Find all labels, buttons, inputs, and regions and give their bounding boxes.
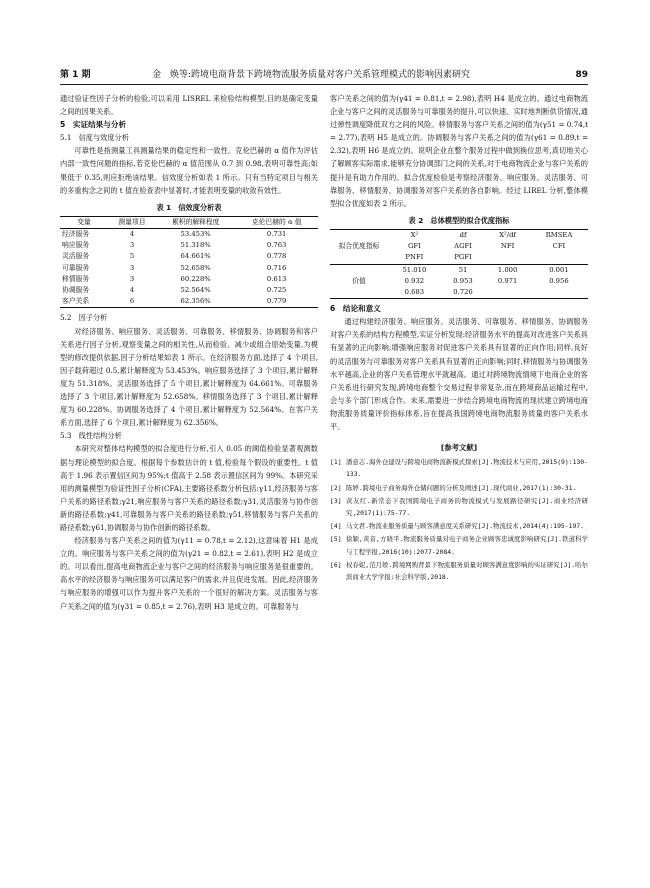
section-6-paragraph: 通过构建经济服务、响应服务、灵活服务、可靠服务、移情服务、协调服务对客户关系的结构方程模型,实证分析发现:经济服务水平的提高对改进客户关系具有显著的正向影响;增强响应服务对促进客户关系具有显著的正向作用;同样,良好的灵活服务与可靠服务对客户关系具有显著的正向影响;同时,移情服务与协调服务水平越高,企业的客户关系管理水平就越高。通过对跨境物流情境下电商企业的客户关系进行研究发现,跨境电商整个交易过程非常复杂,而在跨境商品运输过程中,会与多个部门形成合作。未来,需要进一步结合跨境电商物流的现状建立跨境电商物流服务质量评价指标体系,旨在提高我国跨境电商物流服务质量的客户关系水平。 bbox=[330, 317, 588, 431]
table-cell: 3 bbox=[129, 274, 135, 283]
table-cell: NFI bbox=[500, 242, 515, 251]
table-cell: 0.683 bbox=[404, 287, 425, 296]
reference-text: 马文君.物流业服务质量与顾客满意度关系研究[J].物流技术,2014(4):195-197. bbox=[346, 522, 585, 531]
table-cell: 1.000 bbox=[485, 264, 530, 276]
table-cell: RMSEA bbox=[545, 230, 573, 239]
table-row bbox=[60, 251, 318, 262]
table-cell: 0.763 bbox=[266, 241, 287, 250]
table-cell: 51 bbox=[441, 264, 486, 276]
table-row bbox=[60, 285, 318, 296]
table-2-row-label: 价值 bbox=[330, 264, 388, 299]
reference-number: [2] bbox=[330, 483, 342, 492]
reference-item bbox=[330, 495, 588, 519]
right-column bbox=[330, 92, 588, 584]
references-heading: [参考文献] bbox=[440, 443, 478, 453]
table-cell: 4 bbox=[129, 286, 135, 295]
references-list bbox=[330, 456, 588, 583]
table-cell: 移情服务 bbox=[62, 274, 90, 283]
table-row bbox=[60, 229, 318, 241]
table-cell: 51.010 bbox=[388, 264, 441, 276]
page-number: 89 bbox=[575, 70, 588, 80]
table-cell: X² bbox=[410, 230, 419, 239]
table-cell: PNFI bbox=[405, 253, 424, 262]
table-cell: 0.956 bbox=[549, 276, 569, 285]
table-1-header: 累积的解释程度 bbox=[156, 216, 235, 228]
section-6-heading: 6 结论和意义 bbox=[330, 304, 381, 314]
table-2 bbox=[330, 229, 588, 299]
table-cell: 52.564% bbox=[180, 286, 211, 295]
running-title: 金 焕等:跨境电商背景下跨境物流服务质量对客户关系管理模式的影响因素研究 bbox=[152, 70, 471, 80]
table-cell: 62.356% bbox=[180, 297, 211, 306]
reference-item bbox=[330, 456, 588, 480]
reference-number: [5] bbox=[330, 535, 342, 544]
reference-item bbox=[330, 559, 588, 583]
section-5-3-paragraph-a: 本研究对整体结构模型的拟合度进行分析,引入 0.05 的阈值检验显著观测数据与理论模型的拟合度。根据每个参数估计的 t 值,检验每个假设的重要性。t 值高于 1.96 表示置信区间为 95%;t 值高于 2.58 表示置信区间为 99%。本研究采用的测量模型为验证性因子分析(CFA),主要路径系数分析包括:γ11,经济服务与客户关系的路径系数;γ21,响应服务与客户关系的路径系数;γ31,灵活服务与协作创新的路径系数;γ41,可靠服务与客户关系的路径系数;γ51,移情服务与客户关系的路径系数;γ61,协调服务与协作创新的路径系数。 bbox=[60, 444, 318, 532]
section-5-3-paragraph-b: 经济服务与客户关系之间的值为(γ11 = 0.78,t = 2.12),这意味着 H1 是成立的。响应服务与客户关系之间的值为(γ21 = 0.82,t = 2.61),表明 H2 是成立的。可以看出,提高电商物流企业与客户之间的经济服务与响应服务是很重要的。高水平的经济服务与响应服务可以满足客户的需求,并且促进发展。因此,经济服务与响应服务的增强可以作为提升客户关系的一个很好的解决方案。灵活服务与客户关系之间的值为(γ31 = 0.85,t = 2.76),表明 H3 是成立的。可靠服务与 bbox=[60, 536, 318, 611]
table-row bbox=[60, 296, 318, 308]
table-cell: 经济服务 bbox=[62, 230, 90, 239]
table-cell: 4 bbox=[129, 230, 135, 239]
table-cell: CFI bbox=[552, 242, 566, 251]
reference-item bbox=[330, 520, 588, 532]
reference-number: [4] bbox=[330, 522, 342, 531]
table-cell: 响应服务 bbox=[62, 241, 90, 250]
left-column bbox=[60, 92, 318, 613]
table-cell: 协调服务 bbox=[62, 286, 90, 295]
table-cell: df bbox=[459, 230, 467, 239]
section-5-2-paragraph: 对经济服务、响应服务、灵活服务、可靠服务、移情服务、协调服务和客户关系进行因子分析,观察变量之间的相关性,从而检验、减少或组合原始变量,为模型的修改提供依据,因子分析结果如表 1 所示。在经济服务方面,选择了 4 个项目,因子载荷超过 0.5,累计解释度为 53.453%。响应服务选择了 3 个项目,累计解释度为 51.318%。灵活服务选择了 5 个项目,累计解释度为 64.661%。可靠服务选择了 3 个项目,累计解释度为 52.658%。移情服务选择了 3 个项目,累计解释度为 60.228%。协调服务选择了 4 个项目,累计解释度为 52.564%。在客户关系方面,选择了 6 个项目,累计解释度为 62.356%。 bbox=[60, 326, 318, 428]
reference-item bbox=[330, 482, 588, 494]
running-header bbox=[60, 68, 588, 85]
table-1 bbox=[60, 216, 318, 309]
table-1-header-row bbox=[60, 216, 318, 228]
table-cell: 0.725 bbox=[266, 286, 287, 295]
table-cell: 灵活服务 bbox=[62, 252, 90, 261]
section-5-1-paragraph: 可靠性是指测量工具测量结果的稳定性和一致性。克伦巴赫的 α 值作为评估内部一致性问题的指标,若克伦巴赫的 α 值范围从 0.7 到 0.98,表明可靠性高;如果低于 0.35,则应拒绝该结果。信效度分析如表 1 所示。只有当特定项目与相关的多重构念之间的 t 值在检查表中显著时,才能表明变量的收敛有效性。 bbox=[60, 146, 318, 195]
table-row bbox=[330, 264, 588, 276]
table-cell: 3 bbox=[129, 263, 135, 272]
table-1-header: 测量项目 bbox=[108, 216, 156, 228]
section-5-heading: 5 实证结果与分析 bbox=[60, 120, 127, 130]
reference-text: 陈婷.跨境电子商务海外仓储问题的分析及阐述[J].现代商业,2017(1):30-31. bbox=[346, 483, 577, 492]
reference-number: [1] bbox=[330, 458, 342, 467]
table-cell: 52.658% bbox=[180, 263, 211, 272]
table-cell: 0.778 bbox=[266, 252, 287, 261]
table-cell: 0.932 bbox=[404, 276, 425, 285]
table-cell bbox=[530, 252, 588, 264]
table-row bbox=[60, 274, 318, 285]
section-5-3-heading: 5.3 线性结构分析 bbox=[60, 431, 122, 441]
table-cell: 5 bbox=[129, 252, 135, 261]
continued-paragraph: 客户关系之间的值为(γ41 = 0.81,t = 2.98),表明 H4 是成立的。通过电商物流企业与客户之间的灵活服务与可靠服务的提升,可以快速、实时地判断供货情况,通过弹性调度降低双方之间的风险。移情服务与客户关系之间的值为(γ51 = 0.74,t = 2.77),表明 H5 是成立的。协调服务与客户关系之间的值为(γ61 = 0.89,t = 2.32),表明 H6 是成立的。说明企业在整个服务过程中做到换位思考,真切地关心了解顾客实际需求,能够充分协调部门之间的关系,对于电商物流企业与客户关系的提升是有助力作用的。拟合优度检验是考察经济服务、响应服务、灵活服务、可靠服务、移情服务、协调服务对客户关系的各自影响。经过 LIREL 分析,整体模型拟合优度如表 2 所示。 bbox=[330, 94, 588, 208]
table-cell bbox=[530, 287, 588, 299]
table-cell: 0.971 bbox=[497, 276, 518, 285]
reference-number: [6] bbox=[330, 560, 342, 569]
table-cell: X²/df bbox=[499, 230, 516, 239]
table-cell: 客户关系 bbox=[62, 297, 90, 306]
table-1-header: 克伦巴赫的 α 值 bbox=[235, 216, 318, 228]
table-2-caption: 表 2 总体模型的拟合优度指标 bbox=[408, 215, 510, 225]
table-row bbox=[60, 263, 318, 274]
table-1-caption: 表 1 信效度分析表 bbox=[156, 202, 222, 212]
table-cell: 60.228% bbox=[180, 274, 211, 283]
table-cell: 0.953 bbox=[453, 276, 473, 285]
table-2-row-label: 拟合优度指标 bbox=[338, 242, 380, 251]
reference-text: 徐颖,黄音,方晓平.物流服务质量对电子商务企业顾客忠诚度影响研究[J].铁道科学与工程学报,2016(10):2077-2084. bbox=[346, 535, 588, 556]
section-5-2-heading: 5.2 因子分析 bbox=[60, 313, 108, 323]
table-cell: 0.001 bbox=[530, 264, 588, 276]
table-cell: 0.726 bbox=[453, 287, 473, 296]
table-cell: 64.661% bbox=[180, 252, 211, 261]
table-cell: 0.716 bbox=[266, 263, 287, 272]
table-cell: 0.779 bbox=[266, 297, 287, 306]
reference-text: 权春妮,范月娇.跨境网购背景下物流服务质量对顾客满意度影响的实证研究[J].哈尔滨商业大学学报:社会科学版,2018. bbox=[346, 560, 588, 582]
reference-number: [3] bbox=[330, 496, 342, 505]
table-1-header: 变量 bbox=[60, 216, 108, 228]
issue-number: 第 1 期 bbox=[60, 70, 91, 80]
intro-paragraph: 通过验证性因子分析的检验,可以采用 LISREL 来检验结构模型,目的是确定变量之间的因果关系。 bbox=[60, 94, 318, 117]
table-cell bbox=[485, 287, 530, 299]
table-row bbox=[330, 229, 588, 241]
table-cell bbox=[485, 252, 530, 264]
reference-item bbox=[330, 533, 588, 557]
table-cell: 0.731 bbox=[266, 230, 287, 239]
table-cell: PGFI bbox=[454, 253, 472, 262]
section-5-1-heading: 5.1 信度与效度分析 bbox=[60, 133, 129, 143]
table-row bbox=[60, 240, 318, 251]
table-cell: AGFI bbox=[454, 242, 472, 251]
table-cell: 51.318% bbox=[180, 241, 211, 250]
table-cell: 可靠服务 bbox=[62, 263, 90, 272]
table-cell: 53.453% bbox=[180, 230, 211, 239]
reference-text: 潘意志.海外仓建设与跨境电商物流新模式探索[J].物流技术与应用,2015(9):130-133. bbox=[346, 458, 588, 479]
table-cell: 0.613 bbox=[266, 274, 287, 283]
table-cell: 6 bbox=[129, 297, 135, 306]
table-cell: 3 bbox=[129, 241, 135, 250]
table-cell: GFI bbox=[407, 242, 421, 251]
reference-text: 黄友红.新常态下我国跨境电子商务的物流模式与发展路径研究[J].商业经济研究,2017(1):75-77. bbox=[346, 496, 588, 517]
